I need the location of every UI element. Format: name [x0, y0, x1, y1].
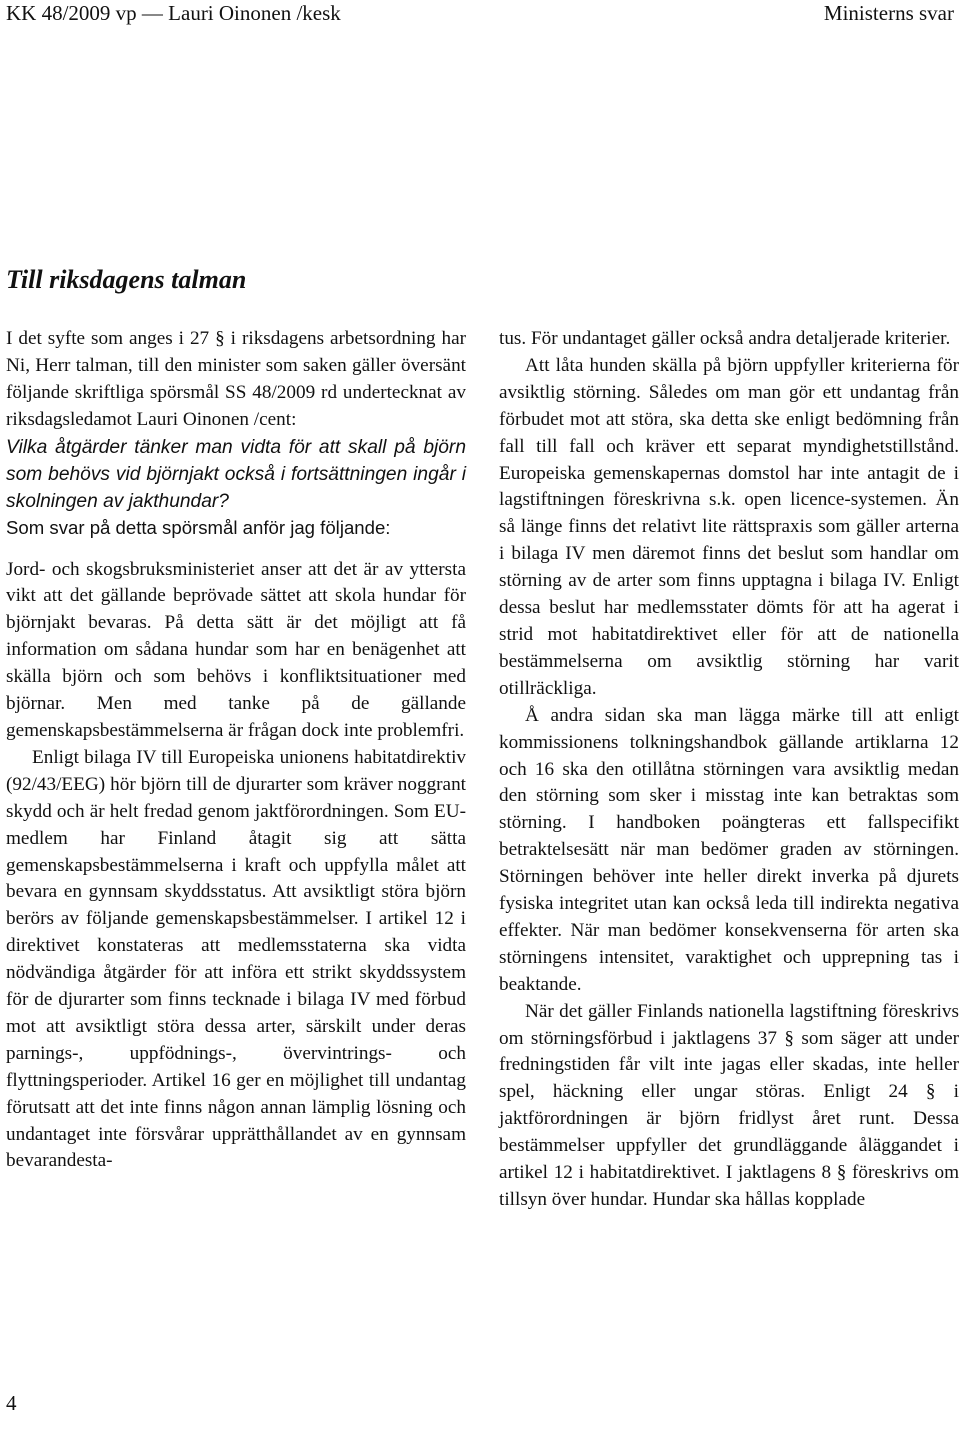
- header-document-reference: KK 48/2009 vp — Lauri Oinonen /kesk: [6, 1, 341, 25]
- left-column: [6, 326, 466, 1175]
- addressee-heading: Till riksdagens talman: [6, 265, 247, 294]
- body-paragraph: Å andra sidan ska man lägga märke till att enligt kommissionens tolkningshandbok gällande artiklarna 12 och 16 ska den otillåtna störningen vara avsiktlig medan den störning som sker i misstag inte kan betraktas som störning. I handboken poängteras ett fallspecifikt betraktelsesätt när man bedömer graden av störningen. Störningen behöver inte heller direkt inverka på djurets fysiska integritet utan kan också leda till indirekta negativa effekter. När man bedömer konsekvenserna för arten ska störningens intensitet, varaktighet och upprepning tas i beaktande.: [499, 704, 959, 995]
- question-text: Vilka åtgärder tänker man vidta för att skall på björn som behövs vid björnjakt också i fortsättningen ingår i skolningen av jakthundar?: [6, 436, 466, 512]
- running-header: [6, 0, 954, 28]
- body-paragraph: tus. För undantaget gäller också andra detaljerade kriterier.: [499, 328, 951, 349]
- body-paragraph: Jord- och skogsbruksministeriet anser att det är av yttersta vikt att det gällande beprövade sättet att skola hundar för björnjakt bevaras. På detta sätt är det möjligt att få information om sådana hundar som har en benägenhet att skälla björn och som behövs i konfliktsituationer med björnar. Men med tanke på de gällande gemenskapsbestämmelserna är frågan dock inte problemfri.: [6, 558, 466, 741]
- body-paragraph: Att låta hunden skälla på björn uppfyller kriterierna för avsiktlig störning. Således om man gör ett undantag från förbudet mot att störa, ska detta ske enligt bedömning från fall till fall och kräver ett separat myndighetstillstånd. Europeiska gemenskapernas domstol har inte antagit de i lagstiftningen föreskrivna s.k. open licence-systemen. Än så länge finns det relativt lite rättspraxis som gäller arterna i bilaga IV men däremot finns det beslut som handlar om störning av de arter som finns upptagna i bilaga IV. Enligt dessa beslut har medlemsstater dömts för att ha agerat i strid mot habitatdirektivet eller för att de nationella bestämmelserna om avsiktlig störning har varit otillräckliga.: [499, 354, 959, 699]
- body-paragraph: Enligt bilaga IV till Europeiska unionens habitatdirektiv (92/43/EEG) hör björn till de djurarter som kräver noggrant skydd och är helt fredad genom jaktförordningen. Som EU-medlem har Finland åtagit sig att sätta gemenskapsbestämmelserna i kraft och uppfylla målet att bevara en gynnsam skyddsstatus. Att avsiktligt störa björn berörs av följande gemenskapsbestämmelser. I artikel 12 i direktivet konstateras att medlemsstaterna ska vidta nödvändiga åtgärder för att införa ett strikt skyddssystem för de djurarter som finns tecknade i bilaga IV med förbud mot att avsiktligt störa dessa arter, särskilt under deras parnings-, uppfödnings-, övervintrings- och flyttningsperioder. Artikel 16 ger en möjlighet till undantag förutsatt att det inte finns någon annan lämplig lösning och undantaget inte försvårar upprätthållandet av en gynnsam bevarandesta-: [6, 746, 466, 1172]
- answer-lead: Som svar på detta spörsmål anför jag följande:: [6, 516, 391, 538]
- intro-paragraph: I det syfte som anges i 27 § i riksdagens arbetsordning har Ni, Herr talman, till den minister som saken gäller översänt följande skriftliga spörsmål SS 48/2009 rd undertecknat av riksdagsledamot Lauri Oinonen /cent:: [6, 328, 466, 430]
- page-number: 4: [6, 1391, 17, 1415]
- body-paragraph: När det gäller Finlands nationella lagstiftning föreskrivs om störningsförbud i jaktlagens 37 § som säger att under fredningstiden får vilt inte jagas eller skadas, inte heller spel, häckning eller ungar störas. Enligt 24 § i jaktförordningen är björn fridlyst året runt. Dessa bestämmelser uppfyller det grundläggande åläggandet i artikel 12 i habitatdirektivet. I jaktlagens 8 § föreskrivs om tillsyn över hundar. Hundar ska hållas kopplade: [499, 1000, 959, 1210]
- right-column: [499, 326, 959, 1214]
- header-section-title: Ministerns svar: [823, 1, 954, 25]
